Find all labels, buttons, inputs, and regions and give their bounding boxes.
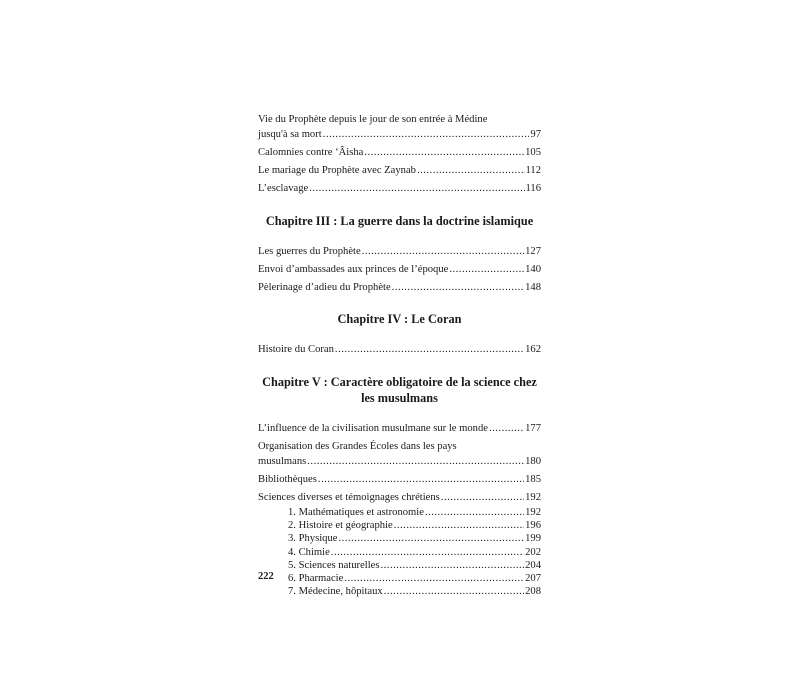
leader-dots [344,572,524,585]
toc-entry-page: 177 [525,423,541,434]
toc-subentry-medecine [258,585,541,598]
leader-dots [417,163,525,178]
chapter-heading-5-line2: les musulmans [361,391,438,405]
toc-entry-title: Le mariage du Prophète avec Zaynab [258,165,416,176]
chapter-heading-4: Chapitre IV : Le Coran [337,312,462,326]
leader-dots [318,472,524,487]
page-number: 222 [258,571,274,582]
toc-entry-title-line1: Organisation des Grandes Écoles dans les pays [258,441,457,452]
toc-entry-title: Sciences diverses et témoignages chrétiens [258,492,440,503]
toc-entry-page: 208 [525,586,541,598]
toc-entry-title-line1: Vie du Prophète depuis le jour de son entrée à Médine [258,114,488,125]
toc-entry-mariage-zaynab [258,163,541,178]
toc-entry-title: 2. Histoire et géographie [288,520,393,532]
toc-entry-title: 6. Pharmacie [288,573,344,585]
leader-dots [364,145,524,160]
leader-dots [425,506,524,519]
toc-entry-influence [258,421,541,436]
toc-entry-title: 1. Mathématiques et astronomie [288,507,424,518]
toc-entry-page: 204 [525,559,541,571]
leader-dots [392,280,524,295]
table-of-contents [258,112,541,598]
leader-dots [309,181,524,196]
toc-entry-title: 4. Chimie [288,546,330,558]
toc-entry-histoire-coran [258,342,541,357]
toc-entry-page: 112 [525,165,541,176]
toc-entry-page: 127 [525,246,541,257]
leader-dots [441,490,524,505]
toc-entry-page: 116 [525,183,541,194]
toc-entry-title: Envoi d’ambassades aux princes de l’époque [258,264,449,275]
toc-entry-page: 148 [525,282,541,293]
toc-subentry-pharmacie [258,572,541,585]
toc-entry-page: 199 [525,533,541,545]
toc-entry-title: Bibliothèques [258,474,317,485]
chapter-heading-3: Chapitre III : La guerre dans la doctrine islamique [265,214,534,228]
toc-entry-page: 140 [525,264,541,275]
toc-entry-title: Les guerres du Prophète [258,246,361,257]
toc-entry-pelerinage [258,280,541,295]
leader-dots [338,532,524,545]
toc-entry-ambassades [258,262,541,277]
toc-entry-title: jusqu'à sa mort [258,129,322,140]
toc-entry-guerres [258,244,541,259]
toc-entry-title: 7. Médecine, hôpitaux [288,586,383,598]
toc-entry-page: 162 [525,344,541,355]
toc-entry-page: 192 [525,492,541,503]
leader-dots [384,585,524,598]
chapter-heading-5-line1: Chapitre V : Caractère obligatoire de la science chez [262,375,537,389]
leader-dots [381,559,525,572]
toc-entry-sciences [258,490,541,505]
toc-entry-title: 5. Sciences naturelles [288,559,380,571]
toc-subentry-mathematiques [258,506,541,519]
toc-entry-page: 180 [525,456,541,467]
toc-entry-page: 185 [525,474,541,485]
toc-subentry-physique [258,532,541,545]
toc-entry-title: Histoire du Coran [258,344,334,355]
toc-entry-vie-du-prophete [258,112,541,142]
toc-entry-title: Calomnies contre ‘Âisha [258,147,364,158]
toc-entry-bibliotheques [258,472,541,487]
toc-subentry-chimie [258,546,541,559]
toc-entry-page: 196 [525,520,541,532]
toc-subentry-sciences-naturelles [258,559,541,572]
toc-entry-title: musulmans [258,456,307,467]
leader-dots [323,127,530,142]
toc-entry-title: Pèlerinage d’adieu du Prophète [258,282,391,293]
leader-dots [394,519,524,532]
leader-dots [331,546,524,559]
toc-entry-title: 3. Physique [288,533,338,545]
toc-entry-page: 207 [525,573,541,585]
toc-subentry-histoire [258,519,541,532]
leader-dots [335,342,524,357]
toc-entry-title: L’esclavage [258,183,309,194]
toc-entry-organisation [258,439,541,469]
leader-dots [307,454,524,469]
leader-dots [362,244,524,259]
toc-entry-page: 97 [530,129,541,140]
leader-dots [489,421,524,436]
leader-dots [449,262,524,277]
toc-entry-page: 202 [525,546,541,558]
toc-entry-page: 192 [525,507,541,518]
toc-entry-title: L’influence de la civilisation musulmane sur le monde [258,423,488,434]
toc-entry-page: 105 [525,147,541,158]
toc-entry-esclavage [258,181,541,196]
toc-entry-calomnies [258,145,541,160]
